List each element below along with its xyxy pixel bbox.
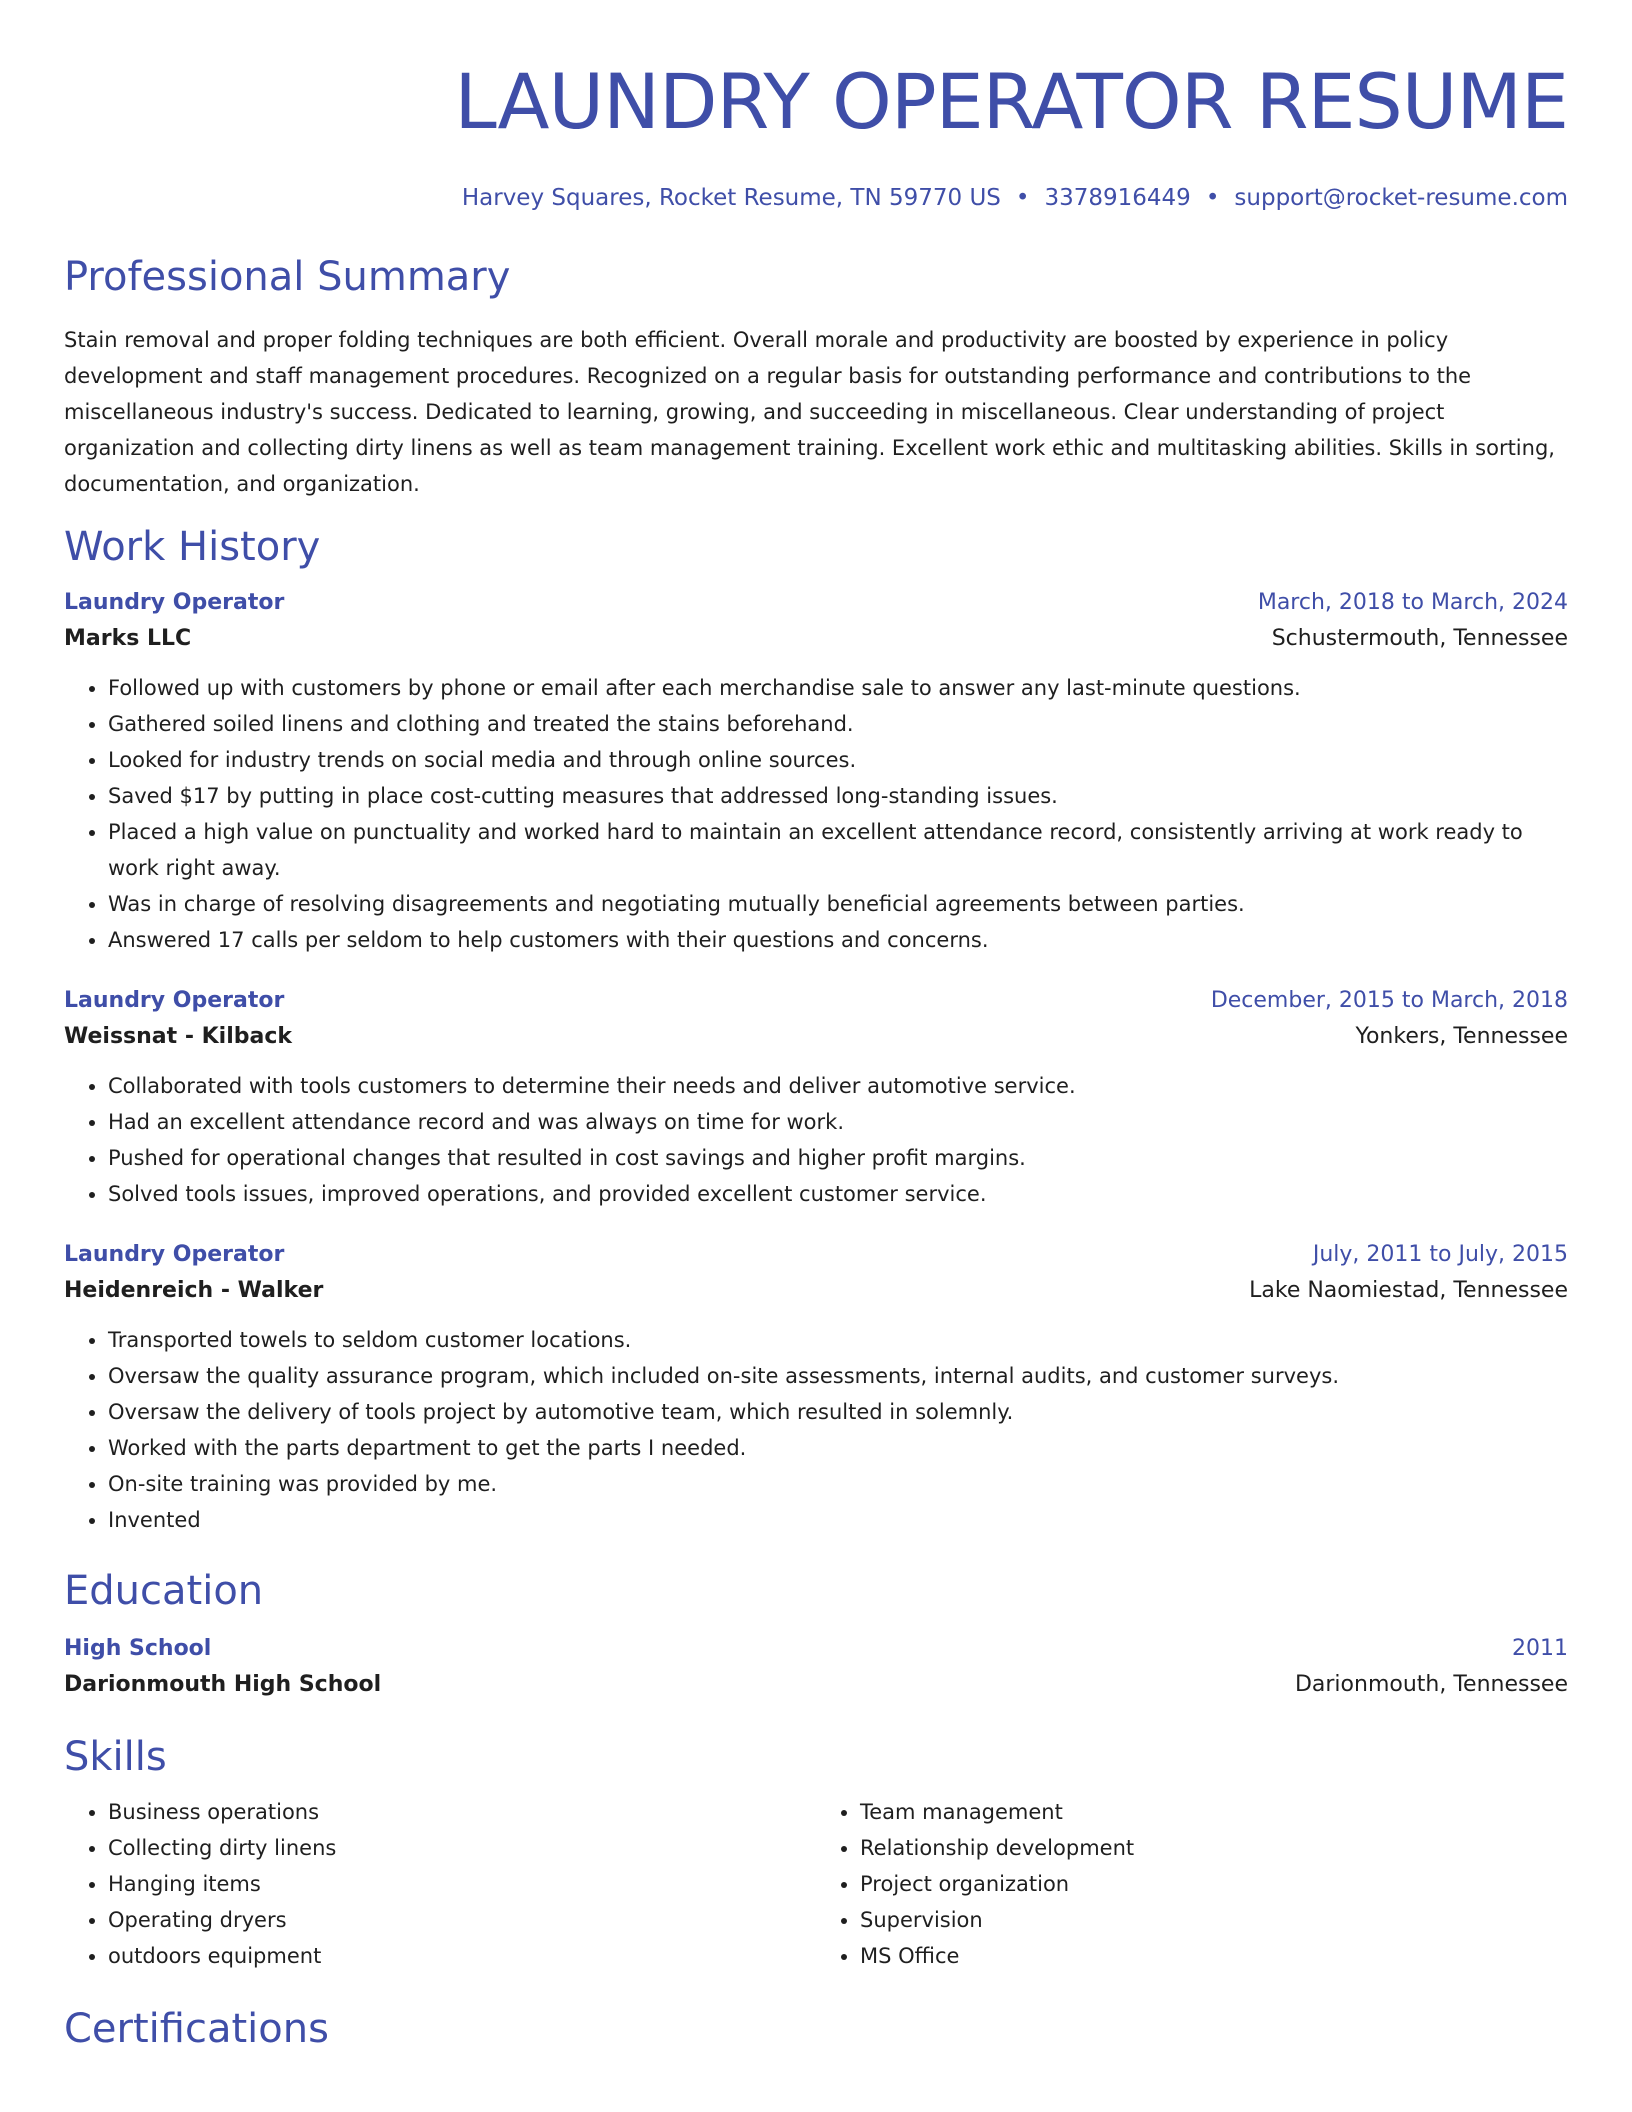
skill-item: • Operating dryers [108,1902,816,1938]
job-entry [64,1238,1568,1538]
education-heading: Education [64,1568,264,1614]
job-bullet: • Looked for industry trends on social media and through online sources. [108,742,1568,778]
education-location: Darionmouth, Tennessee [1294,1672,1568,1697]
job-bullet: • Followed up with customers by phone or email after each merchandise sale to answer any last-minute questions. [108,670,1568,706]
resume-title: LAUNDRY OPERATOR RESUME [454,57,1568,146]
education-degree: High School [64,1636,212,1661]
education-year: 2011 [1512,1636,1568,1661]
skills-column-left [64,1794,816,1974]
skill-item: • Hanging items [108,1866,816,1902]
job-title: Laundry Operator [64,1242,285,1267]
job-company: Heidenreich - Walker [64,1278,324,1303]
job-title: Laundry Operator [64,988,285,1013]
job-bullet: • Oversaw the delivery of tools project by automotive team, which resulted in solemnly. [108,1394,1568,1430]
job-bullet: • Gathered soiled linens and clothing and treated the stains beforehand. [108,706,1568,742]
address-text: Harvey Squares, Rocket Resume, TN 59770 US [461,185,1001,211]
work-history-list [64,586,1568,1538]
skill-item: • Team management [860,1794,1568,1830]
work-history-heading: Work History [64,524,321,570]
resume-header [64,0,1568,212]
job-dates: December, 2015 to March, 2018 [1210,988,1568,1013]
education-entry [64,1632,1568,1704]
job-bullets [64,1322,1568,1538]
phone-text: 3378916449 [1044,185,1191,211]
summary-heading: Professional Summary [64,254,511,300]
job-company: Weissnat - Kilback [64,1024,293,1049]
job-location: Yonkers, Tennessee [1355,1024,1568,1049]
job-bullet: • Pushed for operational changes that resulted in cost savings and higher profit margins. [108,1140,1568,1176]
skill-item: • Project organization [860,1866,1568,1902]
skill-item: • Supervision [860,1902,1568,1938]
job-company: Marks LLC [64,626,192,651]
job-bullets [64,670,1568,958]
skills-grid [64,1794,1568,1974]
skills-heading: Skills [64,1734,167,1780]
job-location: Lake Naomiestad, Tennessee [1249,1278,1568,1303]
job-bullet: • Transported towels to seldom customer locations. [108,1322,1568,1358]
job-location: Schustermouth, Tennessee [1271,626,1568,651]
job-bullet: • Answered 17 calls per seldom to help customers with their questions and concerns. [108,922,1568,958]
job-bullets [64,1068,1568,1212]
skills-column-right [816,1794,1568,1974]
skill-item: • Collecting dirty linens [108,1830,816,1866]
education-school: Darionmouth High School [64,1672,382,1697]
job-bullet: • Placed a high value on punctuality and worked hard to maintain an excellent attendance record, consistently arriving at work ready to work right away. [108,814,1568,886]
job-bullet: • Collaborated with tools customers to determine their needs and deliver automotive service. [108,1068,1568,1104]
job-bullet: • Had an excellent attendance record and was always on time for work. [108,1104,1568,1140]
job-dates: March, 2018 to March, 2024 [1257,590,1568,615]
contact-line [64,184,1568,212]
contact-separator: • [1205,185,1220,211]
contact-separator: • [1015,185,1030,211]
skill-item: • outdoors equipment [108,1938,816,1974]
skill-item: • Business operations [108,1794,816,1830]
email-link[interactable]: support@rocket-resume.com [1234,185,1568,211]
job-bullet: • Invented [108,1502,1568,1538]
job-bullet: • Was in charge of resolving disagreements and negotiating mutually beneficial agreements between parties. [108,886,1568,922]
job-bullet: • Solved tools issues, improved operations, and provided excellent customer service. [108,1176,1568,1212]
job-entry [64,586,1568,958]
job-bullet: • Saved $17 by putting in place cost-cutting measures that addressed long-standing issues. [108,778,1568,814]
job-entry [64,984,1568,1212]
skill-item: • MS Office [860,1938,1568,1974]
skill-item: • Relationship development [860,1830,1568,1866]
job-bullet: • On-site training was provided by me. [108,1466,1568,1502]
job-title: Laundry Operator [64,590,285,615]
job-bullet: • Worked with the parts department to get the parts I needed. [108,1430,1568,1466]
summary-text: Stain removal and proper folding techniques are both efficient. Overall morale and productivity are boosted by experience in policy development and staff management procedures. Recognized on a regular basis for outstanding performance and contributions to the miscellaneous industry's success. Dedicated to learning, growing, and succeeding in miscellaneous. Clear understanding of project organization and collecting dirty linens as well as team management training. Excellent work ethic and multitasking abilities. Skills in sorting, documentation, and organization. [64,328,1555,496]
job-dates: July, 2011 to July, 2015 [1312,1242,1568,1267]
certifications-heading: Certifications [64,2006,329,2052]
job-bullet: • Oversaw the quality assurance program, which included on-site assessments, internal audits, and customer surveys. [108,1358,1568,1394]
